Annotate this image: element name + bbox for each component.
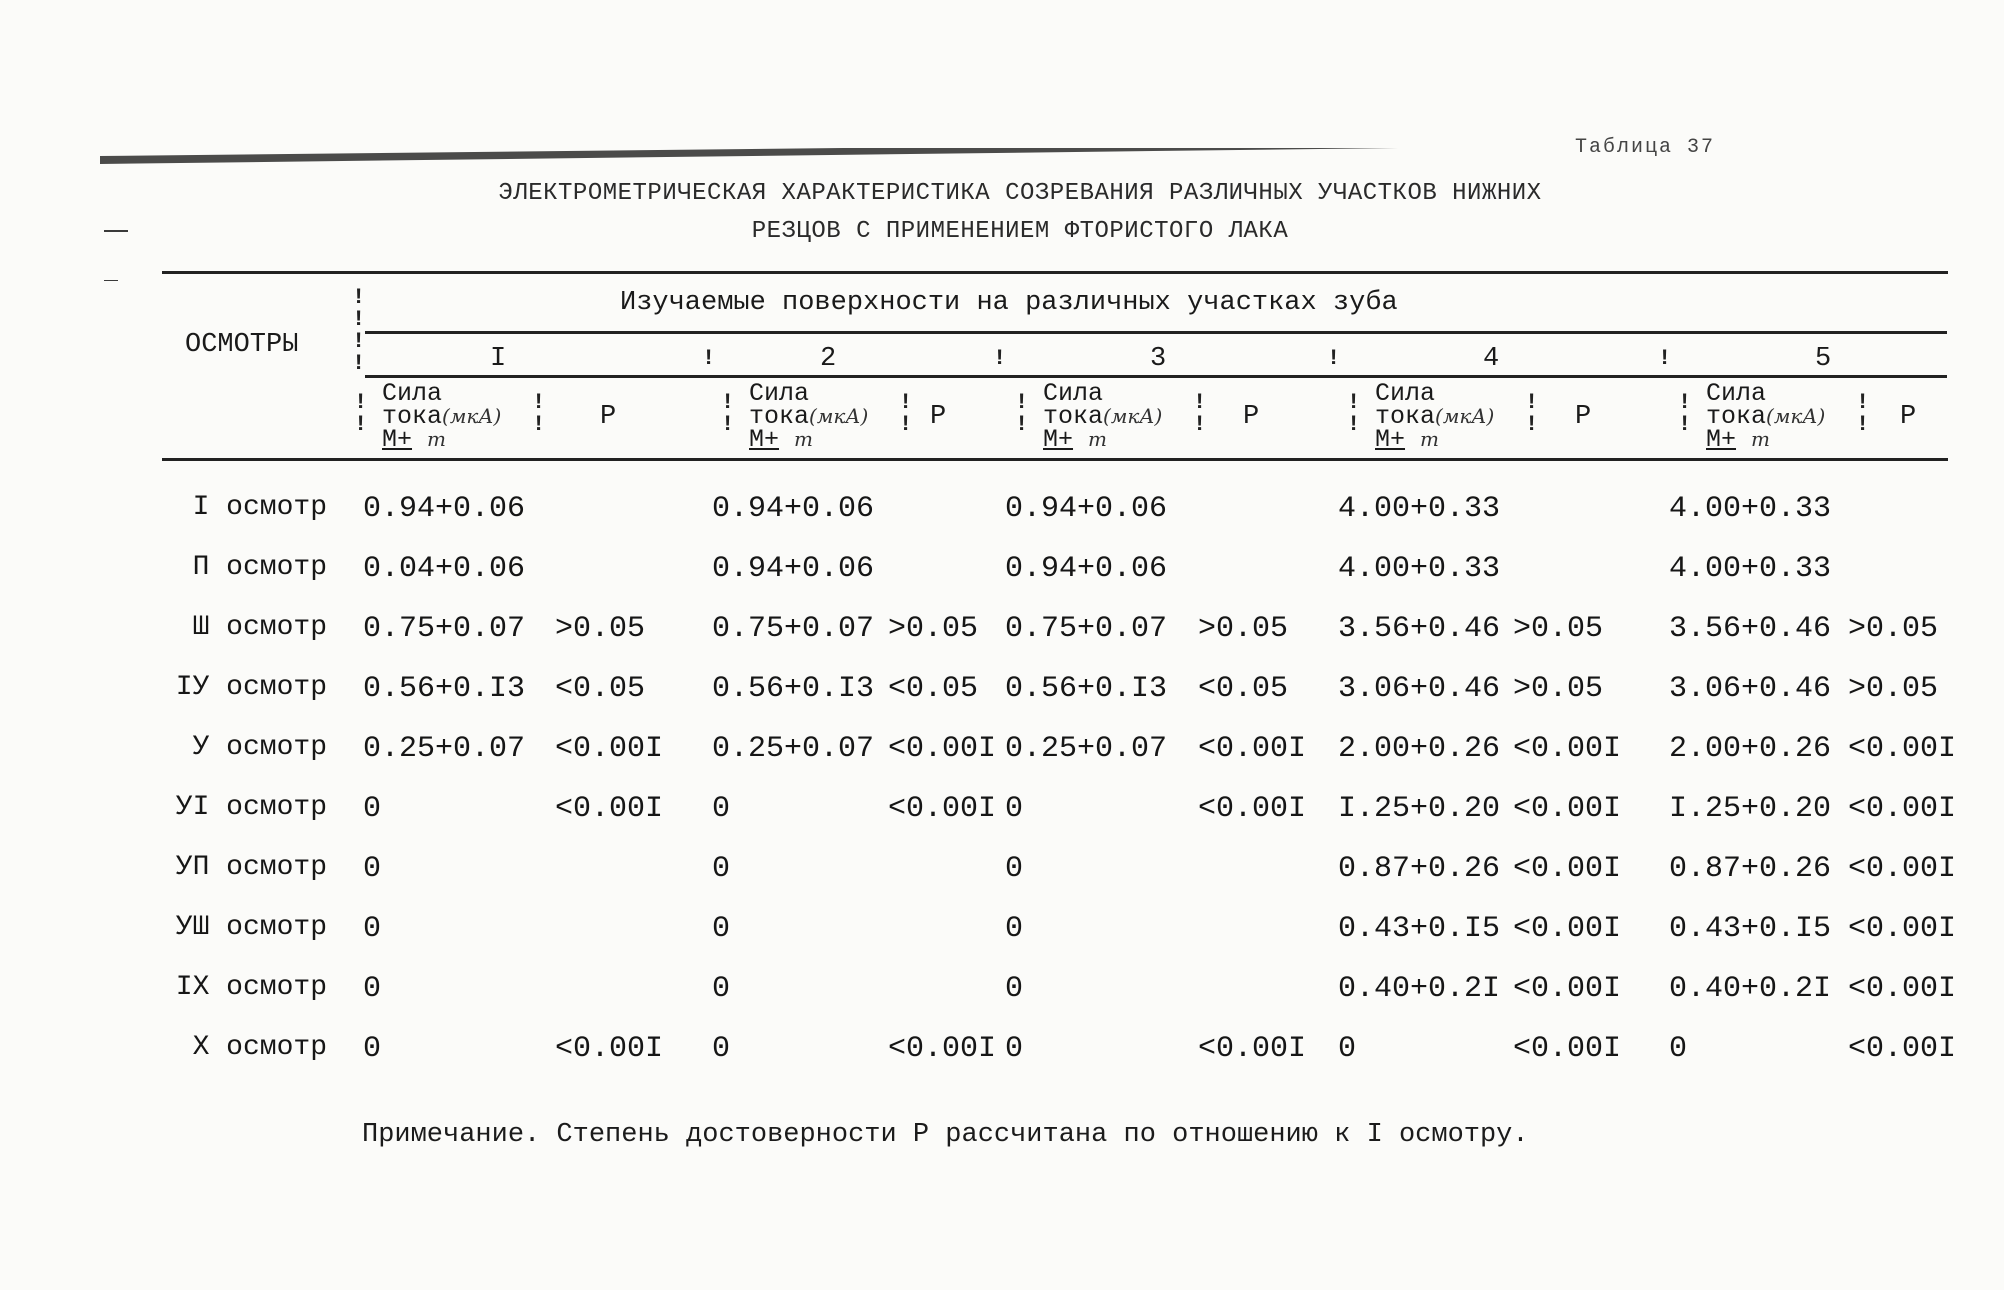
table-row [0,792,2004,842]
current-value: 0.25+0.07 [363,732,526,766]
table-row [0,492,2004,542]
sub-separator-mark: ! ! [1193,390,1207,437]
p-value: <0.05 [888,672,979,706]
sub-separator-mark: ! ! [532,390,546,437]
margin-mark [104,230,128,232]
exam-label: П осмотр [192,552,327,583]
handwritten-unit: (мкА) [1103,404,1163,428]
current-value: I.25+0.20 [1669,792,1832,826]
current-value: 0.94+0.06 [1005,492,1168,526]
p-value: <0.00I [1513,912,1622,946]
p-header: P [1575,402,1592,432]
sub-separator-mark: ! ! [1347,390,1361,437]
group-header: Изучаемые поверхности на различных участках зуба [620,288,1398,318]
sub-header-line1: Сила [382,379,443,408]
p-value: <0.00I [555,1032,664,1066]
sub-separator-mark: ! ! [1525,390,1539,437]
sub-header-line2: тока [1375,402,1436,431]
p-value: >0.05 [1848,672,1939,706]
sub-header-line3: M+ [1706,425,1737,454]
section-header-5: 5 [1815,344,1832,374]
table-row [0,852,2004,902]
margin-mark [104,280,118,281]
sub-separator-mark: ! ! [1678,390,1692,437]
current-value: 0.94+0.06 [1005,552,1168,586]
table-top-rule [162,271,1948,274]
p-value: >0.05 [1513,672,1604,706]
current-value: 0.94+0.06 [363,492,526,526]
p-header: P [930,402,947,432]
current-value: 0 [712,792,731,826]
current-strength-header [382,379,502,454]
sub-header-line2: тока [1043,402,1104,431]
p-value: <0.00I [1848,792,1957,826]
section-header-3: 3 [1150,344,1167,374]
p-value: <0.00I [1513,1032,1622,1066]
current-value: 0 [363,1032,382,1066]
current-value: 0.75+0.07 [363,612,526,646]
p-value: >0.05 [1513,612,1604,646]
p-header: P [1243,402,1260,432]
p-value: <0.00I [1848,1032,1957,1066]
exam-label: УП осмотр [175,852,327,883]
section-rule [365,375,1947,378]
current-value: 4.00+0.33 [1669,552,1832,586]
handwritten-unit: (мкА) [1766,404,1826,428]
current-value: 3.06+0.46 [1669,672,1832,706]
current-value: 0.56+0.I3 [712,672,875,706]
handwritten-m: m [794,427,813,451]
current-value: 2.00+0.26 [1338,732,1501,766]
p-value: <0.00I [888,1032,997,1066]
current-value: 0 [1005,852,1024,886]
p-value: <0.00I [1848,732,1957,766]
current-value: 0 [1669,1032,1688,1066]
header-bottom-rule [162,458,1948,461]
section-separator-mark: ! [1658,346,1672,371]
exam-label: I осмотр [192,492,327,523]
sub-separator-mark: ! ! [721,390,735,437]
current-value: 0.94+0.06 [712,552,875,586]
sub-header-line3: M+ [382,425,413,454]
sub-header-line3: M+ [749,425,780,454]
handwritten-unit: (мкА) [1435,404,1495,428]
table-row [0,612,2004,662]
exam-label: IX осмотр [175,972,327,1003]
sub-header-line1: Сила [1706,379,1767,408]
current-strength-header [1375,379,1495,454]
current-value: 0 [363,912,382,946]
section-separator-mark: ! [1327,346,1341,371]
table-row [0,1032,2004,1082]
current-value: 3.56+0.46 [1338,612,1501,646]
current-value: 2.00+0.26 [1669,732,1832,766]
p-value: <0.00I [1198,1032,1307,1066]
handwritten-unit: (мкА) [809,404,869,428]
exam-label: УI осмотр [175,792,327,823]
sub-header-line2: тока [382,402,443,431]
current-value: 0 [363,852,382,886]
section-header-2: 2 [820,344,837,374]
current-value: 0.40+0.2I [1669,972,1832,1006]
handwritten-m: m [1751,427,1770,451]
p-value: <0.00I [1848,972,1957,1006]
p-value: >0.05 [888,612,979,646]
sub-header-line3: M+ [1043,425,1074,454]
current-value: 0.25+0.07 [712,732,875,766]
p-value: >0.05 [1848,612,1939,646]
sub-header-line2: тока [749,402,810,431]
p-value: <0.00I [1198,792,1307,826]
table-row [0,912,2004,962]
current-value: 0 [712,912,731,946]
current-value: 4.00+0.33 [1669,492,1832,526]
section-header-4: 4 [1483,344,1500,374]
current-value: 0.40+0.2I [1338,972,1501,1006]
current-value: 0.75+0.07 [712,612,875,646]
sub-separator-mark: ! ! [899,390,913,437]
handwritten-unit: (мкА) [442,404,502,428]
p-value: <0.00I [1198,732,1307,766]
p-value: <0.00I [1848,852,1957,886]
current-value: 4.00+0.33 [1338,552,1501,586]
p-value: <0.05 [555,672,646,706]
exam-label: X осмотр [192,1032,327,1063]
p-value: <0.05 [1198,672,1289,706]
p-value: <0.00I [1513,792,1622,826]
sub-header-line3: M+ [1375,425,1406,454]
table-row [0,732,2004,782]
current-value: 3.56+0.46 [1669,612,1832,646]
current-value: 0.75+0.07 [1005,612,1168,646]
p-value: <0.00I [1513,732,1622,766]
table-row [0,552,2004,602]
handwritten-m: m [1088,427,1107,451]
sub-separator-mark: ! ! [354,390,368,437]
current-value: 0 [712,972,731,1006]
current-value: 0.56+0.I3 [1005,672,1168,706]
group-rule [365,331,1947,334]
current-strength-header [1043,379,1163,454]
current-value: 0.04+0.06 [363,552,526,586]
handwritten-m: m [1420,427,1439,451]
p-value: <0.00I [1513,852,1622,886]
table-title-line1: ЭЛЕКТРОМЕТРИЧЕСКАЯ ХАРАКТЕРИСТИКА СОЗРЕВАНИЯ РАЗЛИЧНЫХ УЧАСТКОВ НИЖНИХ [498,180,1542,207]
section-header-I: I [490,344,507,374]
table-number: Таблица 37 [1575,136,1716,159]
scan-edge-shadow [100,148,1400,168]
sub-header-line1: Сила [1043,379,1104,408]
table-row [0,972,2004,1022]
current-value: 0 [363,972,382,1006]
p-value: <0.00I [1513,972,1622,1006]
current-strength-header [749,379,869,454]
p-value: <0.00I [555,732,664,766]
p-value: <0.00I [555,792,664,826]
p-value: <0.00I [888,732,997,766]
row-label-header: ОСМОТРЫ [185,330,299,360]
sub-header-line1: Сила [1375,379,1436,408]
current-value: 0 [1005,912,1024,946]
section-separator-mark: ! [702,346,716,371]
p-header: P [600,402,617,432]
current-value: 0.43+0.I5 [1338,912,1501,946]
current-value: I.25+0.20 [1338,792,1501,826]
handwritten-m: m [427,427,446,451]
current-strength-header [1706,379,1826,454]
p-value: <0.00I [1848,912,1957,946]
current-value: 0.43+0.I5 [1669,912,1832,946]
p-header: P [1900,402,1917,432]
exam-label: УШ осмотр [175,912,327,943]
exam-label: Ш осмотр [192,612,327,643]
current-value: 0.87+0.26 [1338,852,1501,886]
sub-header-line1: Сила [749,379,810,408]
current-value: 0.87+0.26 [1669,852,1832,886]
current-value: 4.00+0.33 [1338,492,1501,526]
current-value: 0 [1005,972,1024,1006]
current-value: 3.06+0.46 [1338,672,1501,706]
table-note: Примечание. Степень достоверности P рассчитана по отношению к I осмотру. [362,1120,1529,1150]
separator-mark: ! ! ! ! [352,285,366,376]
current-value: 0 [363,792,382,826]
current-value: 0 [1338,1032,1357,1066]
table-title-line2: РЕЗЦОВ С ПРИМЕНЕНИЕМ ФТОРИСТОГО ЛАКА [751,218,1289,245]
current-value: 0 [1005,792,1024,826]
exam-label: У осмотр [192,732,327,763]
current-value: 0.25+0.07 [1005,732,1168,766]
sub-header-line2: тока [1706,402,1767,431]
current-value: 0.94+0.06 [712,492,875,526]
current-value: 0 [712,852,731,886]
exam-label: IУ осмотр [175,672,327,703]
p-value: >0.05 [555,612,646,646]
section-separator-mark: ! [993,346,1007,371]
current-value: 0 [1005,1032,1024,1066]
p-value: >0.05 [1198,612,1289,646]
current-value: 0 [712,1032,731,1066]
table-row [0,672,2004,722]
current-value: 0.56+0.I3 [363,672,526,706]
sub-separator-mark: ! ! [1856,390,1870,437]
sub-separator-mark: ! ! [1015,390,1029,437]
p-value: <0.00I [888,792,997,826]
